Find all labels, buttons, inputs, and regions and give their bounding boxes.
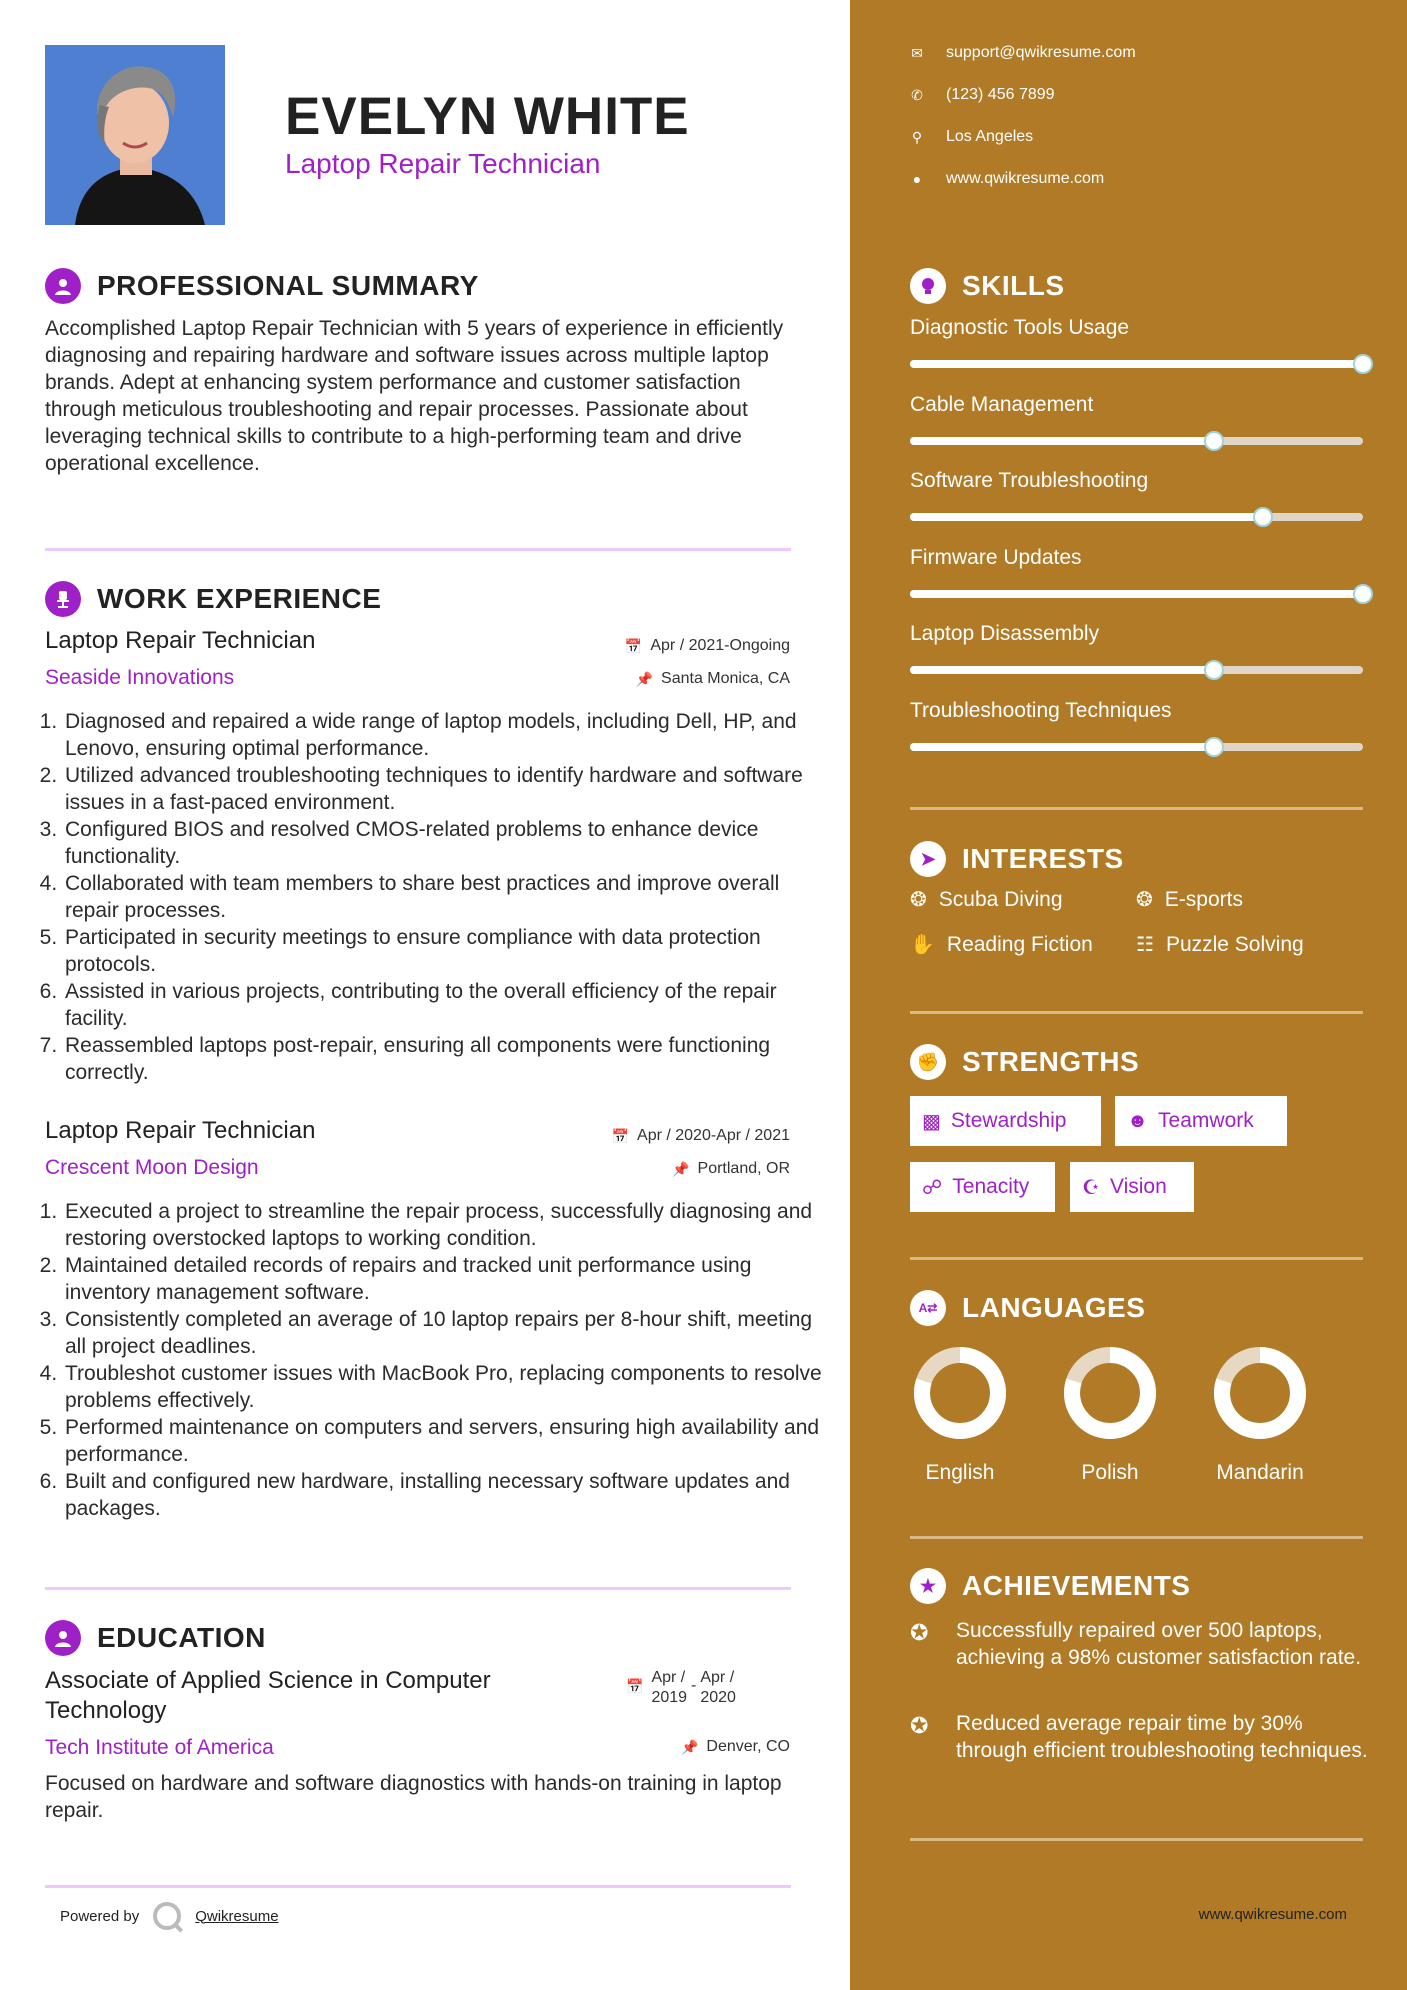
list-item: 5. Participated in security meetings to ensure compliance with data protection protocols.: [63, 924, 823, 978]
location-text: Los Angeles: [946, 128, 1034, 145]
qwikresume-link[interactable]: Qwikresume: [195, 1907, 279, 1925]
skill-bar: [910, 590, 1363, 598]
education-start: [651, 1668, 687, 1708]
lightbulb-icon: [910, 268, 946, 304]
language-donut: [1212, 1345, 1308, 1441]
list-item: 5. Performed maintenance on computers and servers, ensuring high availability and performance.: [63, 1414, 823, 1468]
phone-text: (123) 456 7899: [946, 86, 1055, 103]
job-location-text: Santa Monica, CA: [661, 670, 790, 687]
footer-site[interactable]: www.qwikresume.com: [1198, 1906, 1347, 1923]
calendar-icon: 📅: [626, 1678, 644, 1694]
skill-label: Diagnostic Tools Usage: [910, 316, 1130, 339]
shooting-star-icon: ✪: [910, 1620, 929, 1645]
education-heading: [45, 1620, 266, 1656]
paper-plane-icon: ➤: [910, 841, 946, 877]
interest-label: Scuba Diving: [938, 887, 1063, 911]
job-title: Laptop Repair Technician: [45, 1117, 316, 1144]
strength-label: Vision: [1109, 1175, 1167, 1198]
language-item: [900, 1345, 1020, 1485]
powered-by-label: Powered by: [60, 1907, 140, 1925]
candidate-title: Laptop Repair Technician: [285, 148, 601, 179]
start-month: Apr /: [651, 1669, 686, 1686]
job-dates-text: Apr / 2020-Apr / 2021: [637, 1127, 790, 1144]
list-item: 4. Collaborated with team members to share best practices and improve overall repair processes.: [63, 870, 823, 924]
contact-website[interactable]: [910, 170, 1104, 188]
section-divider: [45, 1587, 791, 1590]
interest-item: [910, 932, 1093, 957]
list-item: 2. Utilized advanced troubleshooting techniques to identify hardware and software issues in a fast-paced environment.: [63, 762, 823, 816]
section-divider: [910, 1257, 1363, 1260]
email-text: support@qwikresume.com: [946, 44, 1136, 61]
interest-label: E-sports: [1164, 887, 1243, 911]
languages-title: LANGUAGES: [962, 1292, 1146, 1323]
language-item: [1200, 1345, 1320, 1485]
skill-bar: [910, 513, 1363, 521]
skill-bar-fill: [910, 666, 1214, 674]
section-divider: [910, 807, 1363, 810]
skill-bar-knob: [1204, 431, 1224, 451]
job-location-text: Portland, OR: [697, 1160, 790, 1177]
pin-icon: 📌: [672, 1160, 690, 1177]
degree-title: [45, 1666, 491, 1726]
strength-tag: [910, 1162, 1055, 1212]
job-location: [672, 1160, 790, 1178]
skill-bar: [910, 666, 1363, 674]
company-name: Crescent Moon Design: [45, 1156, 259, 1179]
education-location-text: Denver, CO: [706, 1738, 790, 1755]
language-label: Mandarin: [1216, 1461, 1304, 1484]
start-year: 2019: [651, 1689, 688, 1706]
skill-bar: [910, 360, 1363, 368]
languages-heading: [910, 1290, 1145, 1326]
achievement-item: [910, 1617, 1370, 1671]
skill-label: Laptop Disassembly: [910, 622, 1100, 645]
list-item: 7. Reassembled laptops post-repair, ensuring all components were functioning correctly.: [63, 1032, 823, 1086]
end-year: 2020: [700, 1689, 736, 1706]
language-donut: [1062, 1345, 1158, 1441]
interest-item: [1136, 932, 1304, 957]
skill-bar-fill: [910, 437, 1214, 445]
contact-email[interactable]: [910, 44, 1136, 62]
users-icon: ☻: [1127, 1109, 1149, 1132]
language-item: [1050, 1345, 1170, 1485]
language-label: English: [925, 1461, 995, 1484]
candidate-name: EVELYN WHITE: [285, 87, 690, 146]
achievement-text: Successfully repaired over 500 laptops, achieving a 98% customer satisfaction rate.: [956, 1619, 1362, 1669]
education-location: [681, 1738, 790, 1756]
education-end: [700, 1668, 736, 1708]
phone-icon: ✆: [911, 86, 923, 103]
skill-bar: [910, 437, 1363, 445]
experience-title: WORK EXPERIENCE: [97, 583, 382, 614]
date-separator: -: [691, 1677, 697, 1694]
shooting-star-icon: ✪: [910, 1713, 929, 1738]
skill-bar-knob: [1353, 584, 1373, 604]
user-icon: [45, 268, 81, 304]
skill-bar-knob: [1204, 660, 1224, 680]
summary-text: Accomplished Laptop Repair Technician with 5 years of experience in efficiently diagnosing and repairing hardware and software issues across multiple laptop brands. Adept at enhancing system performance and customer satisfaction through meticulous troubleshooting and repair processes. Passionate about leveraging technical skills to contribute to a high-performing team and drive operational excellence.: [45, 317, 784, 475]
list-item: 1. Executed a project to streamline the repair process, successfully diagnosing and restoring overstocked laptops to working condition.: [63, 1198, 823, 1252]
footer-powered-by: [60, 1902, 279, 1930]
strength-tag: [1070, 1162, 1194, 1212]
book-icon: ☷: [1136, 934, 1154, 956]
skill-bar-knob: [1204, 737, 1224, 757]
end-month: Apr /: [700, 1669, 735, 1686]
section-divider: [910, 1838, 1363, 1841]
skill-bar-fill: [910, 743, 1214, 751]
skill-bar-knob: [1353, 354, 1373, 374]
interest-item: [910, 887, 1063, 912]
strengths-title: STRENGTHS: [962, 1046, 1140, 1077]
list-item: 2. Maintained detailed records of repairs and tracked unit performance using inventory management software.: [63, 1252, 823, 1306]
pin-icon: 📌: [680, 1738, 699, 1755]
duty-list: [40, 1198, 823, 1522]
portrait-illustration: [45, 45, 225, 225]
strength-label: Teamwork: [1158, 1109, 1254, 1132]
calendar-icon: 📅: [624, 637, 643, 654]
job-location: [636, 670, 790, 688]
skill-bar-fill: [910, 360, 1363, 368]
sidebar: [850, 0, 1407, 1990]
language-donut: [912, 1345, 1008, 1441]
strength-tag: [910, 1096, 1101, 1146]
globe-icon: ●: [912, 171, 922, 187]
achievements-heading: [910, 1568, 1190, 1604]
achievement-text: Reduced average repair time by 30% through efficient troubleshooting techniques.: [956, 1712, 1368, 1762]
list-item: 6. Assisted in various projects, contributing to the overall efficiency of the repair facility.: [63, 978, 823, 1032]
skills-heading: [910, 268, 1065, 304]
binoculars-icon: ☪: [1082, 1176, 1100, 1199]
education-dates: [626, 1668, 736, 1708]
lifebuoy-icon: ❂: [910, 889, 927, 911]
interest-label: Puzzle Solving: [1165, 932, 1304, 956]
experience-heading: [45, 581, 381, 617]
degree-line: Technology: [45, 1697, 167, 1724]
list-item: 4. Troubleshot customer issues with MacBook Pro, replacing components to resolve problems effectively.: [63, 1360, 823, 1414]
briefcase-icon: ▩: [922, 1110, 941, 1133]
skill-label: Firmware Updates: [910, 545, 1082, 569]
contact-location: [910, 128, 1033, 146]
section-divider: [45, 1885, 791, 1888]
school-name: Tech Institute of America: [45, 1736, 274, 1759]
lifebuoy-icon: ❂: [1136, 889, 1153, 911]
contact-phone[interactable]: [910, 86, 1055, 104]
list-item: 6. Built and configured new hardware, installing necessary software updates and packages.: [63, 1468, 823, 1522]
achievements-title: ACHIEVEMENTS: [962, 1570, 1191, 1601]
job-dates-text: Apr / 2021-Ongoing: [650, 637, 790, 654]
skill-bar-fill: [910, 513, 1263, 521]
calendar-icon: 📅: [611, 1127, 630, 1144]
skill-bar: [910, 743, 1363, 751]
summary-heading: [45, 268, 479, 304]
map-pin-icon: ⚲: [911, 128, 923, 145]
skills-title: SKILLS: [962, 270, 1065, 301]
skill-label: Cable Management: [910, 392, 1094, 416]
section-divider: [910, 1536, 1363, 1539]
list-item: 3. Consistently completed an average of 10 laptop repairs per 8-hour shift, meeting all project deadlines.: [63, 1306, 823, 1360]
interest-label: Reading Fiction: [946, 932, 1093, 956]
company-name: Seaside Innovations: [45, 666, 235, 689]
fist-icon: ✊: [910, 1044, 946, 1080]
qwikresume-logo-icon: [153, 1902, 181, 1930]
job-title: Laptop Repair Technician: [45, 627, 316, 654]
section-divider: [910, 1011, 1363, 1014]
section-divider: [45, 548, 791, 551]
interest-item: [1136, 887, 1243, 912]
website-text: www.qwikresume.com: [946, 170, 1105, 187]
envelope-icon: ✉: [911, 44, 923, 61]
graduation-icon: [45, 1620, 81, 1656]
translate-icon: A⇄: [910, 1290, 946, 1326]
job-dates: [612, 1127, 790, 1145]
gamepad-icon: ✋: [910, 934, 935, 956]
interests-title: INTERESTS: [962, 843, 1124, 874]
achievement-item: [910, 1710, 1370, 1764]
education-description: Focused on hardware and software diagnostics with hands-on training in laptop repair.: [45, 1772, 782, 1822]
skill-label: Software Troubleshooting: [910, 469, 1149, 492]
language-label: Polish: [1081, 1461, 1139, 1484]
star-badge-icon: ★: [910, 1568, 946, 1604]
strengths-heading: [910, 1044, 1139, 1080]
chair-icon: [45, 581, 81, 617]
link-icon: ☍: [922, 1176, 943, 1199]
degree-line: Associate of Applied Science in Computer: [45, 1667, 491, 1694]
duty-list: [40, 708, 823, 1086]
skill-bar-fill: [910, 590, 1363, 598]
strength-label: Tenacity: [952, 1175, 1030, 1198]
strength-label: Stewardship: [950, 1109, 1067, 1132]
pin-icon: 📌: [635, 670, 654, 687]
interests-heading: [910, 841, 1124, 877]
job-dates: [625, 637, 790, 655]
skill-label: Troubleshooting Techniques: [910, 698, 1172, 722]
skill-bar-knob: [1253, 507, 1273, 527]
profile-photo: [45, 45, 225, 225]
list-item: 1. Diagnosed and repaired a wide range of laptop models, including Dell, HP, and Lenovo, ensuring optimal performance.: [63, 708, 823, 762]
summary-title: PROFESSIONAL SUMMARY: [97, 270, 479, 301]
list-item: 3. Configured BIOS and resolved CMOS-related problems to enhance device functionality.: [63, 816, 823, 870]
education-title: EDUCATION: [97, 1622, 266, 1653]
strength-tag: [1115, 1096, 1287, 1146]
